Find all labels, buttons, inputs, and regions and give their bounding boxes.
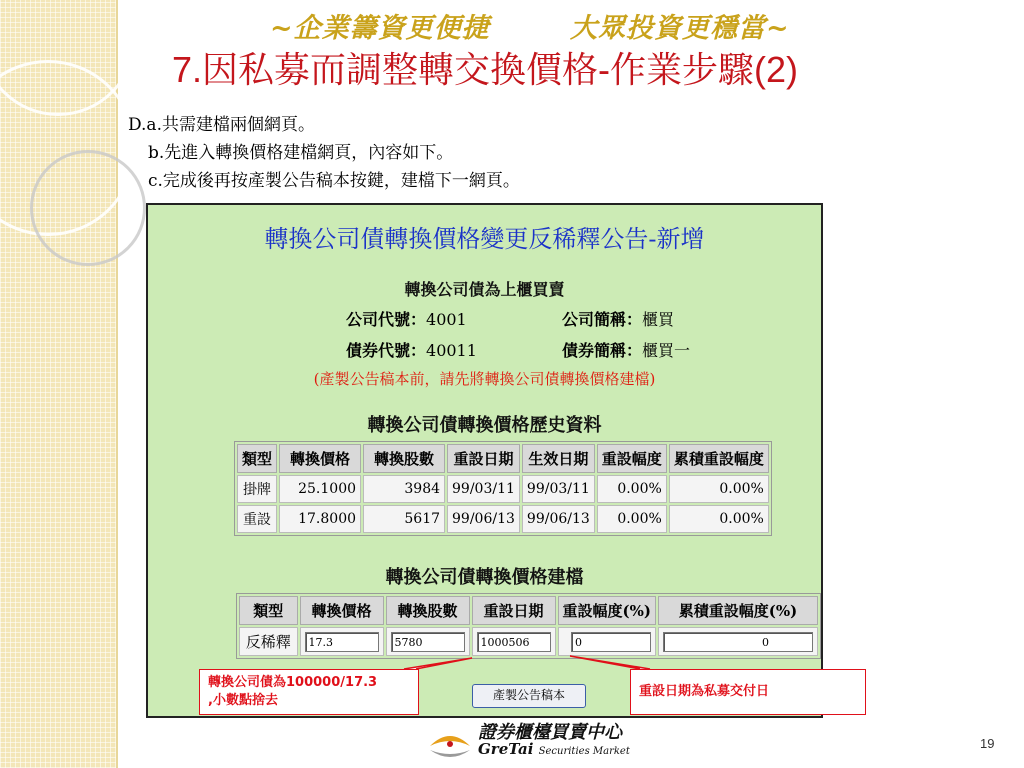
history-col-price: 轉換價格 [279, 444, 361, 473]
entry-col-reset-pct: 重設幅度(%) [558, 596, 656, 625]
history-cell: 5617 [363, 505, 445, 533]
company-name-row [562, 307, 674, 330]
history-col-reset-date: 重設日期 [447, 444, 520, 473]
shares-input[interactable]: 5780 [391, 632, 465, 652]
right-callout: 重設日期為私募交付日 [630, 669, 866, 715]
generate-draft-button[interactable]: 產製公告稿本 [472, 684, 586, 708]
history-cell: 99/03/11 [522, 475, 595, 503]
entry-col-shares: 轉換股數 [386, 596, 470, 625]
reset-pct-input[interactable]: 0 [571, 632, 651, 652]
history-col-shares: 轉換股數 [363, 444, 445, 473]
left-callout [199, 669, 419, 715]
company-code-value: 4001 [426, 310, 467, 329]
bond-name-label: 債券簡稱： [562, 341, 643, 360]
instruction-note: (產製公告稿本前，請先將轉換公司債轉換價格建檔) [313, 370, 656, 388]
entry-row [239, 627, 818, 656]
bond-name-row [562, 338, 690, 361]
page-title: 7.因私募而調整轉交換價格-作業步驟(2) [172, 49, 799, 90]
step-c: c.完成後再按產製公告稿本按鍵，建檔下一網頁。 [148, 171, 520, 191]
bond-code-value: 40011 [426, 341, 477, 360]
company-name-label: 公司簡稱： [562, 310, 643, 329]
logo-en-sub: Securities Market [538, 746, 630, 757]
history-cell: 0.00% [597, 475, 667, 503]
history-header-row [237, 444, 769, 473]
steps-list [128, 111, 520, 195]
history-table [234, 441, 772, 536]
cum-reset-pct-input[interactable]: 0 [663, 632, 813, 652]
history-cell: 0.00% [669, 505, 769, 533]
entry-col-reset-date: 重設日期 [472, 596, 556, 625]
form-title: 轉換公司債轉換價格變更反稀釋公告-新增 [264, 225, 705, 253]
history-col-effective-date: 生效日期 [522, 444, 595, 473]
entry-col-type: 類型 [239, 596, 298, 625]
table-row [237, 475, 769, 503]
history-cell: 17.8000 [279, 505, 361, 533]
history-cell: 3984 [363, 475, 445, 503]
price-input[interactable]: 17.3 [305, 632, 379, 652]
history-cell: 99/06/13 [447, 505, 520, 533]
form-panel [146, 203, 823, 718]
history-cell: 25.1000 [279, 475, 361, 503]
entry-table [236, 593, 821, 659]
history-col-reset-pct: 重設幅度 [597, 444, 667, 473]
table-row [237, 505, 769, 533]
slogan [270, 6, 910, 45]
page-number: 19 [980, 736, 995, 751]
company-code-label: 公司代號： [346, 310, 427, 329]
history-title: 轉換公司債轉換價格歷史資料 [367, 415, 602, 436]
bond-code-row [346, 338, 477, 361]
history-cell: 重設 [237, 505, 277, 533]
bond-code-label: 債券代號： [346, 341, 427, 360]
left-callout-line1: 轉換公司債為100000/17.3 [208, 675, 378, 690]
gretai-logo-icon [426, 720, 474, 764]
slogan-left: ~企業籌資更便捷 [270, 13, 490, 44]
history-cell: 掛牌 [237, 475, 277, 503]
entry-type-value: 反稀釋 [239, 627, 298, 656]
slogan-right: 大眾投資更穩當~ [570, 13, 790, 44]
company-code-row [346, 307, 467, 330]
left-callout-line2: ,小數點捨去 [208, 693, 278, 708]
logo-english-name [478, 740, 630, 758]
entry-col-cum-reset-pct: 累積重設幅度(%) [658, 596, 818, 625]
step-b: b.先進入轉換價格建檔網頁，內容如下。 [148, 143, 454, 163]
entry-col-price: 轉換價格 [300, 596, 384, 625]
entry-header-row [239, 596, 818, 625]
company-name-value: 櫃買 [642, 310, 675, 329]
gretai-logo [424, 718, 664, 766]
logo-chinese-name: 證券櫃檯買賣中心 [478, 722, 622, 743]
step-a: D.a.共需建檔兩個網頁。 [128, 115, 315, 135]
history-cell: 99/06/13 [522, 505, 595, 533]
bond-name-value: 櫃買一 [642, 341, 691, 360]
entry-title: 轉換公司債轉換價格建檔 [385, 567, 584, 588]
reset-date-input[interactable]: 1000506 [477, 632, 551, 652]
history-cell: 99/03/11 [447, 475, 520, 503]
market-label: 轉換公司債為上櫃買賣 [404, 280, 565, 299]
history-cell: 0.00% [597, 505, 667, 533]
logo-en-main: GreTai [478, 740, 534, 758]
history-cell: 0.00% [669, 475, 769, 503]
history-col-type: 類型 [237, 444, 277, 473]
history-col-cum-reset-pct: 累積重設幅度 [669, 444, 769, 473]
